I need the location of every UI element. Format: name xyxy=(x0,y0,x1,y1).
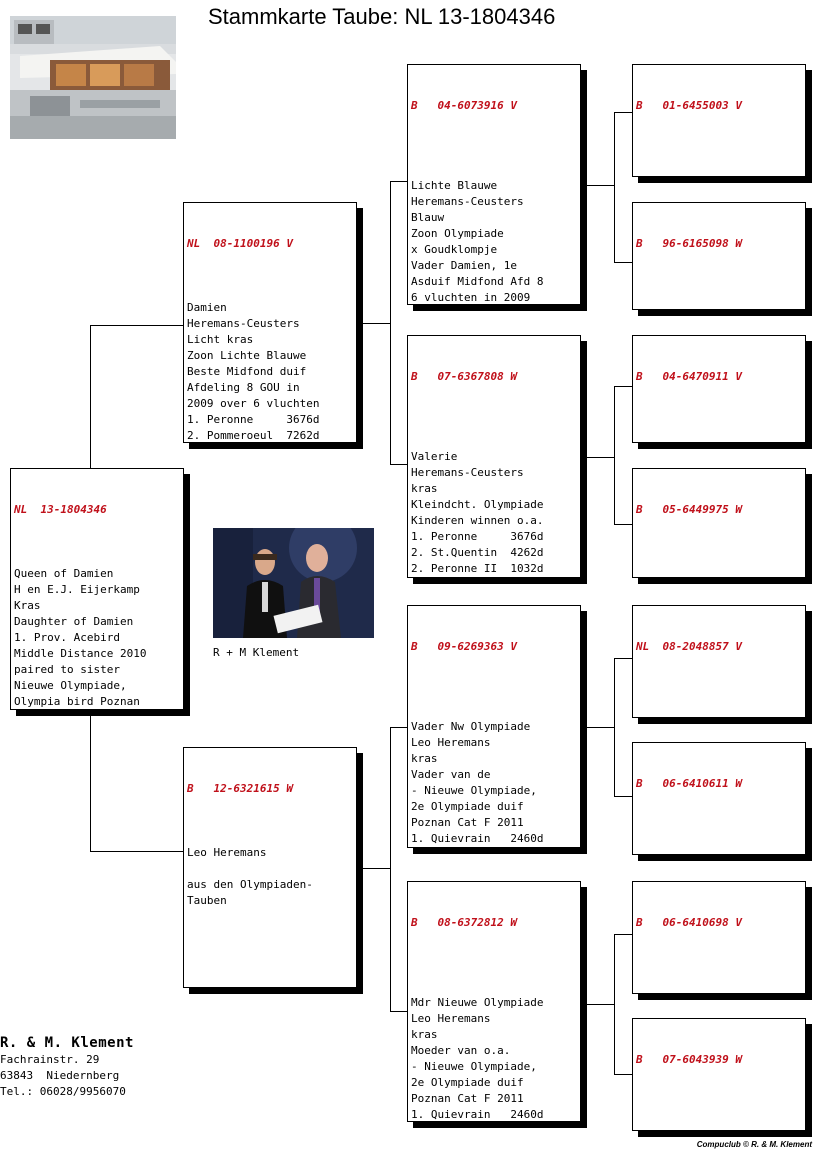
connector xyxy=(90,710,91,851)
pigeon-card-mfm[interactable] xyxy=(632,742,806,855)
pigeon-description: Damien Heremans-Ceusters Licht kras Zoon Lichte Blauwe Beste Midfond duif Afdeling 8 GOU in 2009 over 6 vluchten 1. Peronne 3676d 2. Pommeroeul 7262d xyxy=(187,301,320,442)
connector xyxy=(614,112,633,113)
pigeon-description xyxy=(636,284,802,310)
ring-number: B 96-6165098 W xyxy=(636,237,742,250)
ring-number: B 06-6410611 W xyxy=(636,777,742,790)
connector xyxy=(390,181,391,464)
pigeon-description: Lichte Blauwe Heremans-Ceusters Blauw Zoon Olympiade x Goudklompje Vader Damien, 1e Asduif Midfond Afd 8 6 vluchten in 2009 xyxy=(411,179,544,304)
ring-number: B 06-6410698 V xyxy=(636,916,742,929)
connector xyxy=(614,112,615,262)
pigeon-card-ff[interactable] xyxy=(407,64,581,305)
ring-number: B 08-6372812 W xyxy=(411,916,517,929)
pigeon-description: Vader Nw Olympiade Leo Heremans kras Vader van de - Nieuwe Olympiade, 2e Olympiade duif Poznan Cat F 2011 1. Quievrain 2460d xyxy=(411,720,544,845)
owner-address xyxy=(0,1034,134,1100)
pigeon-description: Valerie Heremans-Ceusters kras Kleindcht. Olympiade Kinderen winnen o.a. 1. Peronne 3676d 2. St.Quentin 4262d 2. Peronne II 1032d xyxy=(411,450,544,575)
connector xyxy=(614,262,633,263)
pigeon-description xyxy=(636,550,802,578)
ring-number: B 01-6455003 V xyxy=(636,99,742,112)
pigeon-card-subject[interactable] xyxy=(10,468,184,710)
pigeon-description xyxy=(636,824,802,855)
pigeon-card-mother[interactable] xyxy=(183,747,357,988)
pigeon-card-mmf[interactable] xyxy=(632,881,806,994)
ring-number: B 07-6367808 W xyxy=(411,370,517,383)
page-title: Stammkarte Taube: NL 13-1804346 xyxy=(208,4,556,29)
connector xyxy=(581,185,614,186)
pigeon-description xyxy=(636,687,802,718)
ring-number: B 12-6321615 W xyxy=(187,782,293,795)
ring-number: B 05-6449975 W xyxy=(636,503,742,516)
connector xyxy=(614,524,633,525)
connector xyxy=(614,934,633,935)
pigeon-card-mmm[interactable] xyxy=(632,1018,806,1131)
connector xyxy=(614,934,615,1074)
pigeon-card-mf[interactable] xyxy=(407,605,581,848)
connector xyxy=(614,658,633,659)
connector xyxy=(614,1074,633,1075)
ring-number: B 07-6043939 W xyxy=(636,1053,742,1066)
pigeon-description: Mdr Nieuwe Olympiade Leo Heremans kras Moeder van o.a. - Nieuwe Olympiade, 2e Olympiade duif Poznan Cat F 2011 1. Quievrain 2460d xyxy=(411,996,544,1121)
connector xyxy=(390,1011,408,1012)
ring-number: B 04-6470911 V xyxy=(636,370,742,383)
connector xyxy=(390,181,408,182)
ring-number: B 04-6073916 V xyxy=(411,99,517,112)
connector xyxy=(390,727,408,728)
pigeon-card-father[interactable] xyxy=(183,202,357,443)
connector xyxy=(614,386,615,524)
connector xyxy=(90,325,183,326)
pigeon-description: Leo Heremans aus den Olympiaden- Tauben xyxy=(187,846,313,907)
pigeon-card-ffm[interactable] xyxy=(632,202,806,310)
pigeon-description xyxy=(636,146,802,177)
owners-photo xyxy=(213,528,374,638)
connector xyxy=(357,323,390,324)
ring-number: B 09-6269363 V xyxy=(411,640,517,653)
loft-photo xyxy=(10,16,176,139)
connector xyxy=(90,851,183,852)
pigeon-description: Queen of Damien H en E.J. Eijerkamp Kras Daughter of Damien 1. Prov. Acebird Middle Distance 2010 paired to sister Nieuwe Olympiade, Olympia bird Poznan xyxy=(14,567,147,708)
footer-credit: Compuclub © R. & M. Klement xyxy=(696,1140,812,1149)
pigeon-card-mff[interactable] xyxy=(632,605,806,718)
owner-street: Fachrainstr. 29 xyxy=(0,1053,100,1066)
connector xyxy=(581,727,614,728)
ring-number: NL 08-1100196 V xyxy=(187,237,293,250)
ring-number: NL 13-1804346 xyxy=(14,503,107,516)
ring-number: NL 08-2048857 V xyxy=(636,640,742,653)
connector xyxy=(390,727,391,1011)
pigeon-description xyxy=(636,417,802,443)
pigeon-card-fmm[interactable] xyxy=(632,468,806,578)
connector xyxy=(581,1004,614,1005)
pigeon-description xyxy=(636,1100,802,1131)
connector xyxy=(357,868,390,869)
pigeon-description xyxy=(636,963,802,994)
pigeon-card-fmf[interactable] xyxy=(632,335,806,443)
pigeon-card-fff[interactable] xyxy=(632,64,806,177)
connector xyxy=(390,464,408,465)
connector xyxy=(614,796,633,797)
connector xyxy=(90,325,91,468)
pigeon-card-mm[interactable] xyxy=(407,881,581,1122)
connector xyxy=(614,658,615,796)
photo-caption: R + M Klement xyxy=(213,646,300,659)
connector xyxy=(581,457,614,458)
owner-name: R. & M. Klement xyxy=(0,1035,134,1051)
connector xyxy=(614,386,633,387)
pigeon-card-fm[interactable] xyxy=(407,335,581,578)
owner-phone: Tel.: 06028/9956070 xyxy=(0,1085,126,1098)
owner-city: 63843 Niedernberg xyxy=(0,1069,120,1082)
